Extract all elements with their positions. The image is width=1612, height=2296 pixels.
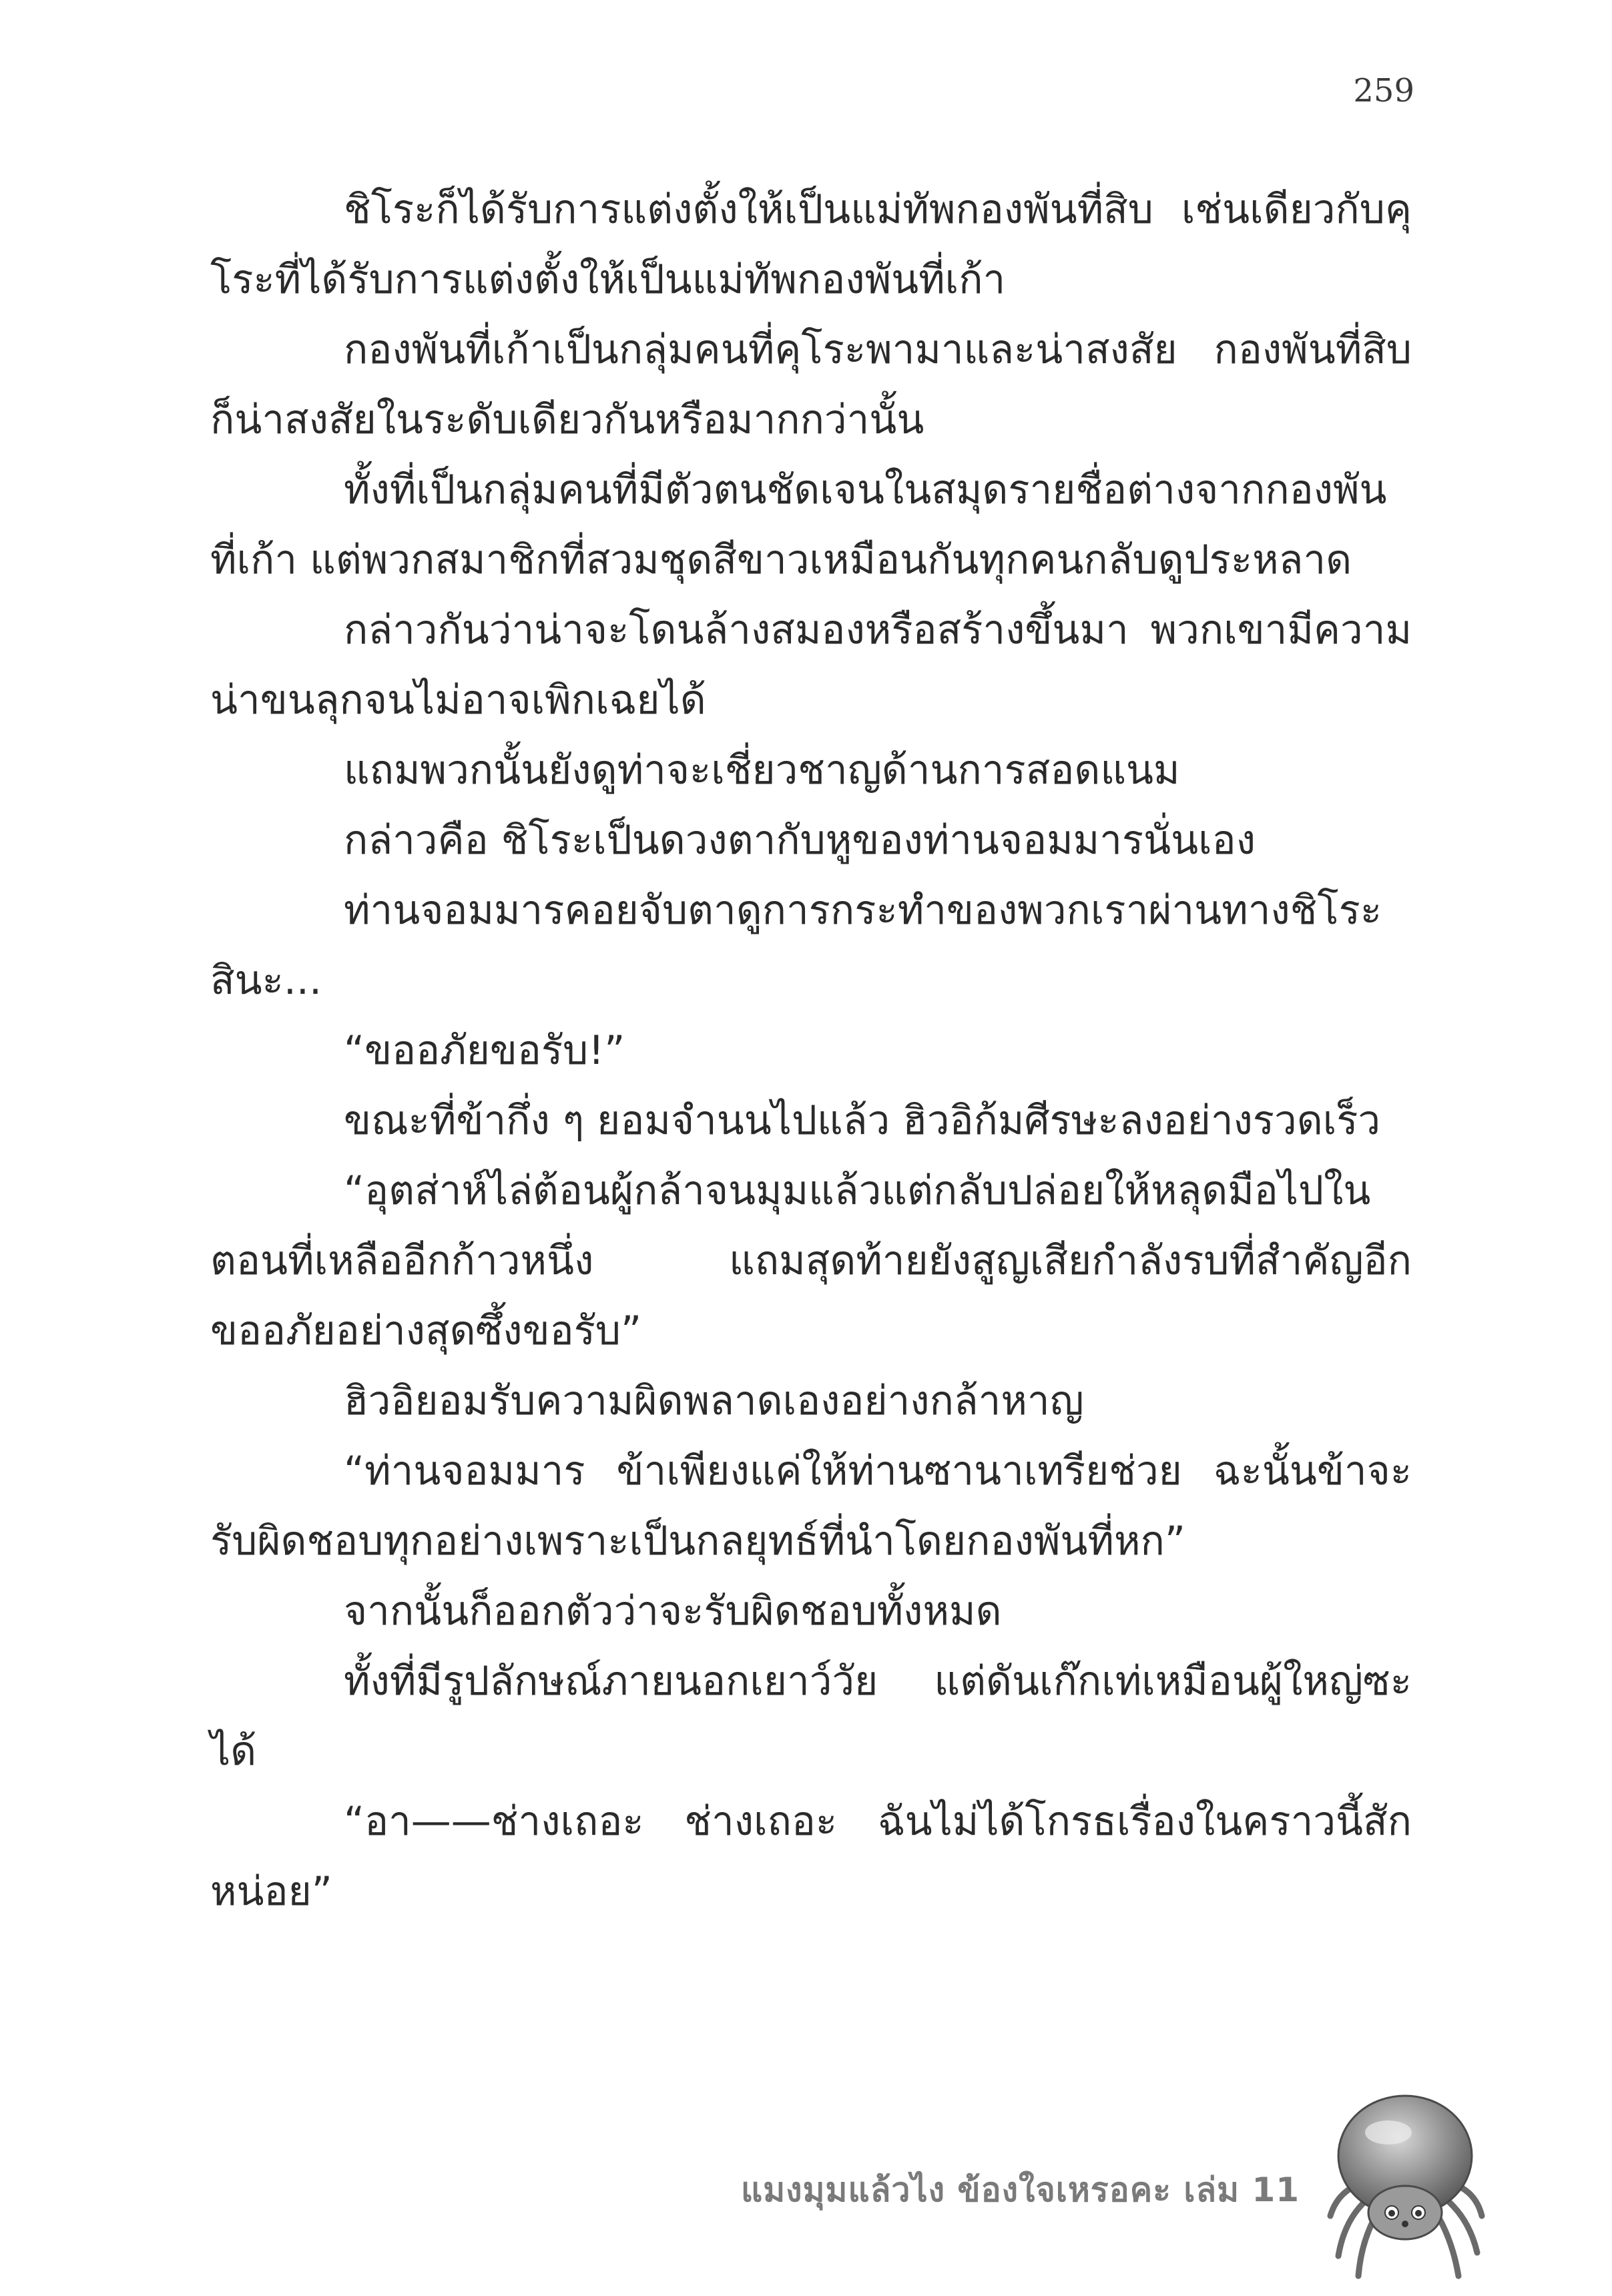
- paragraph: “ขออภัยขอรับ!”: [344, 1027, 625, 1074]
- paragraph: ทั้งที่เป็นกลุ่มคนที่มีตัวตนชัดเจนในสมุดรายชื่อต่างจากกองพันที่เก้า แต่พวกสมาชิกที่สวมชุดสีขาวเหมือนกันทุกคนกลับดูประหลาด: [210, 467, 1387, 583]
- paragraph: กองพันที่เก้าเป็นกลุ่มคนที่คุโระพามาและน่าสงสัย กองพันที่สิบก็น่าสงสัยในระดับเดียวกันหรือมากกว่านั้น: [210, 326, 1412, 443]
- paragraph: “ท่านจอมมาร ข้าเพียงแค่ให้ท่านซานาเทรียช่วย ฉะนั้นข้าจะรับผิดชอบทุกอย่างเพราะเป็นกลยุทธ์ที่นำโดยกองพันที่หก”: [210, 1448, 1412, 1564]
- paragraph: กล่าวคือ ชิโระเป็นดวงตากับหูของท่านจอมมารนั่นเอง: [344, 817, 1256, 864]
- body-text: [210, 175, 1412, 1927]
- paragraph: ท่านจอมมารคอยจับตาดูการกระทำของพวกเราผ่านทางชิโระสินะ...: [210, 887, 1382, 1004]
- paragraph: กล่าวกันว่าน่าจะโดนล้างสมองหรือสร้างขึ้นมา พวกเขามีความน่าขนลุกจนไม่อาจเพิกเฉยได้: [210, 607, 1412, 724]
- paragraph: ฮิวอิยอมรับความผิดพลาดเองอย่างกล้าหาญ: [344, 1378, 1084, 1424]
- spider-mascot-icon: [1325, 2082, 1485, 2283]
- paragraph: ขณะที่ข้ากึ่ง ๆ ยอมจำนนไปแล้ว ฮิวอิก้มศีรษะลงอย่างรวดเร็ว: [344, 1097, 1381, 1144]
- paragraph: “อา——ช่างเถอะ ช่างเถอะ ฉันไม่ได้โกรธเรื่องในคราวนี้สักหน่อย”: [210, 1798, 1412, 1915]
- paragraph: “อุตส่าห์ไล่ต้อนผู้กล้าจนมุมแล้วแต่กลับปล่อยให้หลุดมือไปในตอนที่เหลืออีกก้าวหนึ่ง แถมสุดท้ายยังสูญเสียกำลังรบที่สำคัญอีกขออภัยอย่างสุดซึ้งขอรับ”: [210, 1167, 1412, 1354]
- paragraph: แถมพวกนั้นยังดูท่าจะเชี่ยวชาญด้านการสอดแนม: [344, 747, 1180, 794]
- paragraph: จากนั้นก็ออกตัวว่าจะรับผิดชอบทั้งหมด: [344, 1588, 1002, 1635]
- book-title-footer: แมงมุมแล้วไง ข้องใจเหรอคะ เล่ม 11: [741, 2171, 1300, 2209]
- paragraph: ชิโระก็ได้รับการแต่งตั้งให้เป็นแม่ทัพกองพันที่สิบ เช่นเดียวกับคุโระที่ได้รับการแต่งตั้งให้เป็นแม่ทัพกองพันที่เก้า: [210, 186, 1412, 303]
- paragraph: ทั้งที่มีรูปลักษณ์ภายนอกเยาว์วัย แต่ดันเก๊กเท่เหมือนผู้ใหญ่ซะได้: [210, 1658, 1412, 1775]
- page-number: 259: [1353, 72, 1414, 109]
